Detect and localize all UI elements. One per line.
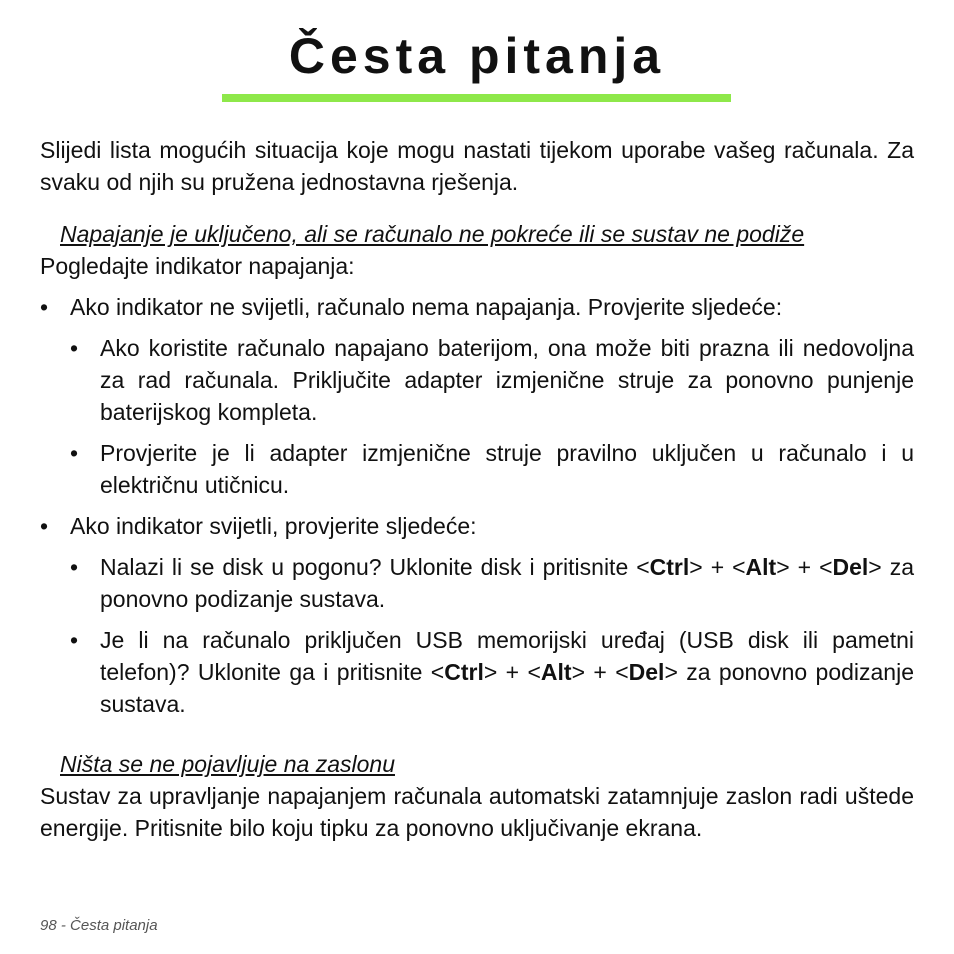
section-paragraph: Sustav za upravljanje napajanjem računala automatski zatamnjuje zaslon radi uštede energije. Pritisnite bilo koju tipku za ponovno uključivanje ekrana. bbox=[40, 783, 914, 841]
list-item bbox=[40, 510, 914, 720]
bullet-list bbox=[40, 291, 914, 720]
section-no-display bbox=[40, 748, 914, 844]
sub-list-item bbox=[70, 332, 914, 428]
sub-list-item-tail: za ponovno podizanje sustava. bbox=[100, 659, 915, 717]
sub-list-item bbox=[70, 551, 914, 615]
sub-bullet-list bbox=[70, 551, 914, 720]
bullet-icon: • bbox=[40, 513, 49, 539]
key-ctrl: Ctrl bbox=[649, 554, 690, 580]
sub-list-item-text: Provjerite je li adapter izmjenične struje pravilno uključen u računalo i u električnu utičnicu. bbox=[100, 440, 914, 498]
bullet-icon: • bbox=[70, 554, 79, 580]
key-del: Del bbox=[832, 554, 869, 580]
sub-list-item bbox=[70, 624, 914, 720]
key-close: > bbox=[868, 554, 882, 580]
key-separator: > + < bbox=[483, 659, 541, 685]
list-item bbox=[40, 291, 914, 501]
bullet-icon: • bbox=[70, 335, 79, 361]
page-footer: 98 - Česta pitanja bbox=[40, 917, 158, 934]
key-close: > bbox=[664, 659, 678, 685]
bullet-icon: • bbox=[70, 440, 79, 466]
key-alt: Alt bbox=[745, 554, 777, 580]
bullet-icon: • bbox=[70, 627, 79, 653]
sub-list-item-text: Ako koristite računalo napajano baterijom, ona može biti prazna ili nedovoljna za rad računala. Priključite adapter izmjenične struje za ponovno punjenje baterijskog kompleta. bbox=[100, 335, 914, 425]
sub-bullet-list bbox=[70, 332, 914, 501]
list-item-text: Ako indikator ne svijetli, računalo nema napajanja. Provjerite sljedeće: bbox=[70, 294, 783, 320]
intro-paragraph: Slijedi lista mogućih situacija koje mogu nastati tijekom uporabe vašeg računala. Za svaku od njih su pružena jednostavna rješenja. bbox=[40, 137, 914, 195]
section-heading-display: Ništa se ne pojavljuje na zaslonu bbox=[60, 751, 395, 777]
key-separator: > + bbox=[776, 554, 812, 580]
section-lead: Pogledajte indikator napajanja: bbox=[40, 253, 355, 279]
key-alt: Alt bbox=[540, 659, 572, 685]
key-separator: > + < bbox=[689, 554, 746, 580]
bullet-icon: • bbox=[40, 294, 49, 320]
sub-list-item-tail: za ponovno podizanje sustava. bbox=[100, 554, 915, 612]
key-ctrl: Ctrl bbox=[444, 659, 484, 685]
section-heading-power: Napajanje je uključeno, ali se računalo ne pokreće ili se sustav ne podiže bbox=[60, 221, 805, 247]
title-underline bbox=[222, 94, 731, 102]
key-del: Del bbox=[628, 659, 665, 685]
list-item-text: Ako indikator svijetli, provjerite sljedeće: bbox=[70, 513, 477, 539]
document-body bbox=[40, 134, 914, 844]
page-title: Česta pitanja bbox=[288, 28, 666, 84]
sub-list-item bbox=[70, 437, 914, 501]
key-separator: > + < bbox=[571, 659, 629, 685]
sub-list-item-text: Nalazi li se disk u pogonu? Uklonite disk i pritisnite < bbox=[100, 554, 650, 580]
key-open: < bbox=[819, 554, 833, 580]
sub-list-item-text: Je li na računalo priključen USB memorijski uređaj (USB disk ili pametni telefon)? Uklonite ga i pritisnite < bbox=[100, 627, 914, 685]
